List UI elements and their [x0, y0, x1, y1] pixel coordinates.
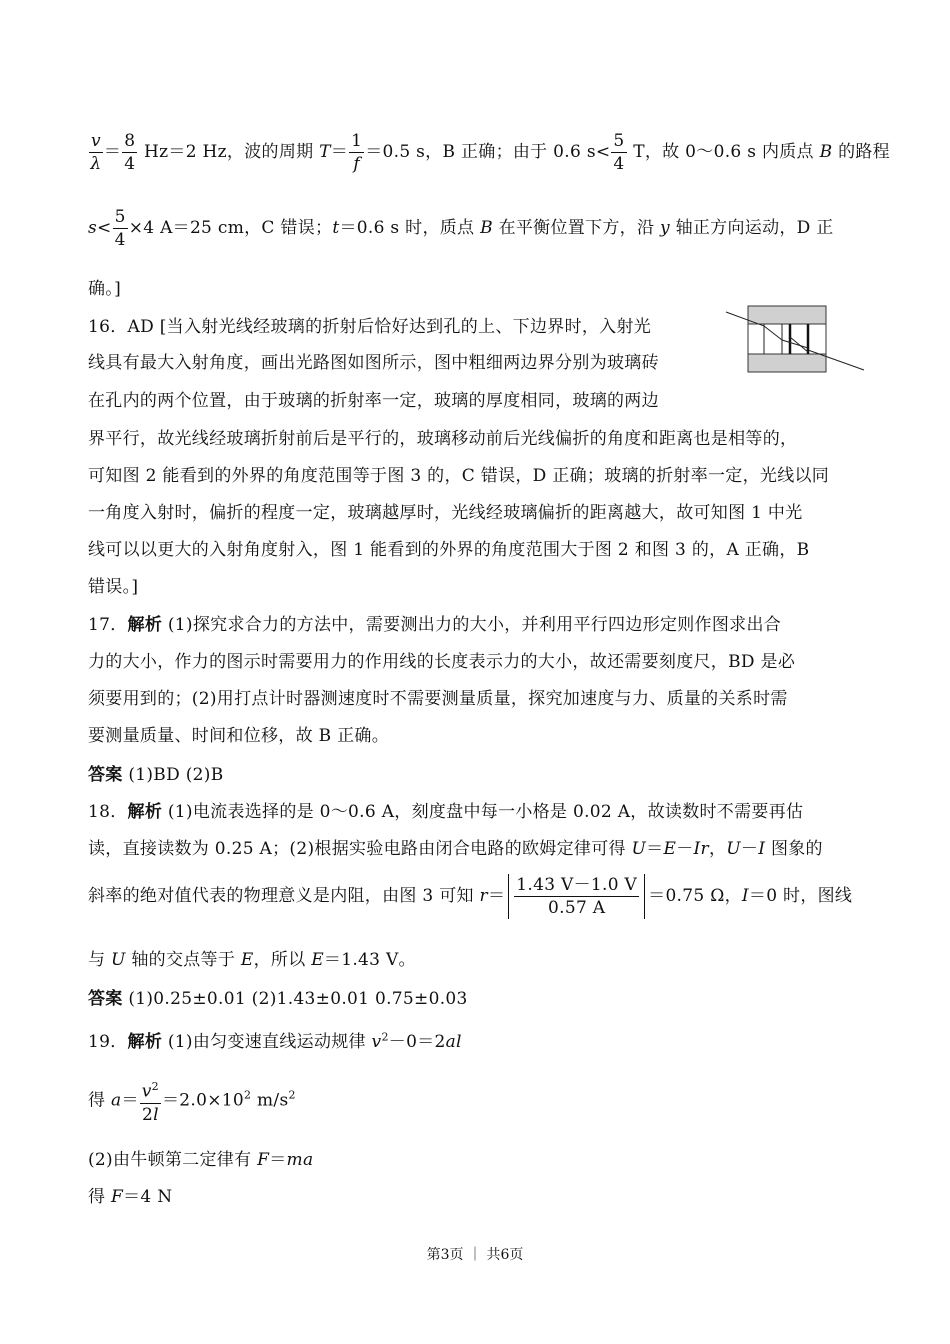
- text-line-10: 线可以以更大的入射角度射入，图 1 能看到的外界的角度范围大于图 2 和图 3 的，A 正确，B: [88, 540, 810, 560]
- absolute-value-bars: [508, 874, 645, 919]
- text-line-14: 须要用到的；(2)用打点计时器测速度时不需要测量质量，探究加速度与力、质量的关系时需: [88, 689, 788, 709]
- analysis-label: 解析: [127, 615, 163, 635]
- text-line-13: 力的大小，作力的图示时需要用力的作用线的长度表示力的大小，故还需要刻度尺，BD 是必: [88, 652, 796, 672]
- text-line-4: 16．AD [当入射光线经玻璃的折射后恰好达到孔的上、下边界时，入射光: [88, 317, 652, 337]
- text-line-2: s< $\frac{5}{4}$ ×4 A＝25 cm，C 错误；t＝0.6 s 时，质点 B 在平衡位置下方，沿 y 轴正方向运动，D 正: [88, 207, 834, 250]
- text-line-9: 一角度入射时，偏折的程度一定，玻璃越厚时，光线经玻璃偏折的距离越大，故可知图 1 中光: [88, 503, 803, 523]
- answer-label: 答案: [88, 765, 123, 785]
- analysis-label: 解析: [127, 802, 163, 822]
- text-line-15: 要测量质量、时间和位移，故 B 正确。: [88, 726, 389, 746]
- fraction-v2-over-2l: $\frac{v^2}{2l}$: [140, 1076, 161, 1126]
- text-line-24: (2)由牛顿第二定律有 F＝ma: [88, 1150, 314, 1170]
- text-line-3: 确。]: [88, 279, 122, 299]
- text-line-6: 在孔内的两个位置，由于玻璃的折射率一定，玻璃的厚度相同，玻璃的两边: [88, 391, 659, 411]
- text-line-8: 可知图 2 能看到的外界的角度范围等于图 3 的，C 错误，D 正确；玻璃的折射率一定，光线以同: [88, 466, 830, 486]
- wall-top: [748, 306, 826, 324]
- text-line-1: $\frac{v}{\lambda}$ ＝ $\frac{8}{4}$ Hz＝2 Hz，波的周期 T＝ $\frac{1}{f}$ ＝0.5 s，B 正确；由于 0.6 s< $\frac{5}{4}$ T，故 0～0.6 s 内质点 B 的路程: [90, 131, 890, 174]
- fraction-8-over-4: $\frac{8}{4}$: [124, 131, 136, 174]
- fraction-resistance: $\frac{1.43 V-1.0 V}{0.57 A}$: [516, 875, 638, 918]
- answer-line-17: 答案 (1)BD (2)B: [88, 765, 224, 785]
- text-line-11: 错误。]: [88, 577, 139, 597]
- text-line-17: 18．解析 (1)电流表选择的是 0～0.6 A，刻度盘中每一小格是 0.02 A，故读数时不需要再估: [88, 802, 804, 822]
- text-line-18: 读，直接读数为 0.25 A；(2)根据实验电路由闭合电路的欧姆定律可得 U＝E－Ir，U－I 图象的: [88, 839, 823, 859]
- answer-line-18: 答案 (1)0.25±0.01 (2)1.43±0.01 0.75±0.03: [88, 989, 468, 1009]
- text-line-5: 线具有最大入射角度，画出光路图如图所示，图中粗细两边界分别为玻璃砖: [88, 353, 659, 373]
- text-line-20: 与 U 轴的交点等于 E，所以 E＝1.43 V。: [88, 950, 416, 970]
- answer-label: 答案: [88, 989, 123, 1009]
- page-footer: 第3页 ｜ 共6页: [426, 1247, 524, 1263]
- text-line-22: 19．解析 (1)由匀变速直线运动规律 $v^2-0=2al$: [88, 1030, 462, 1052]
- analysis-label: 解析: [127, 1032, 163, 1052]
- text-line-23: 得 a＝ $\frac{v^2}{2l}$ $=2.0\times 10^2$ $m/s^2$: [88, 1076, 296, 1126]
- fraction-1-over-f: $\frac{1}{f}$: [351, 131, 363, 174]
- fraction-5-over-4: $\frac{5}{4}$: [613, 131, 625, 174]
- text-line-12: 17．解析 (1)探究求合力的方法中，需要测出力的大小，并利用平行四边形定则作图求出合: [88, 615, 782, 635]
- fraction-5-over-4: $\frac{5}{4}$: [114, 207, 126, 250]
- text-line-19: 斜率的绝对值代表的物理意义是内阻，由图 3 可知 r＝ $\frac{1.43 V-1.0 V}{0.57 A}$ ＝0.75 Ω，I＝0 时，图线: [88, 875, 853, 918]
- text-line-25: 得 F＝4 N: [88, 1187, 173, 1207]
- light-path-diagram: [724, 304, 866, 376]
- wall-bottom: [748, 354, 826, 372]
- text-line-7: 界平行，故光线经玻璃折射前后是平行的，玻璃移动前后光线偏折的角度和距离也是相等的，: [88, 429, 798, 449]
- fraction-v-over-lambda: $\frac{v}{\lambda}$: [90, 131, 102, 174]
- hole: [748, 324, 826, 354]
